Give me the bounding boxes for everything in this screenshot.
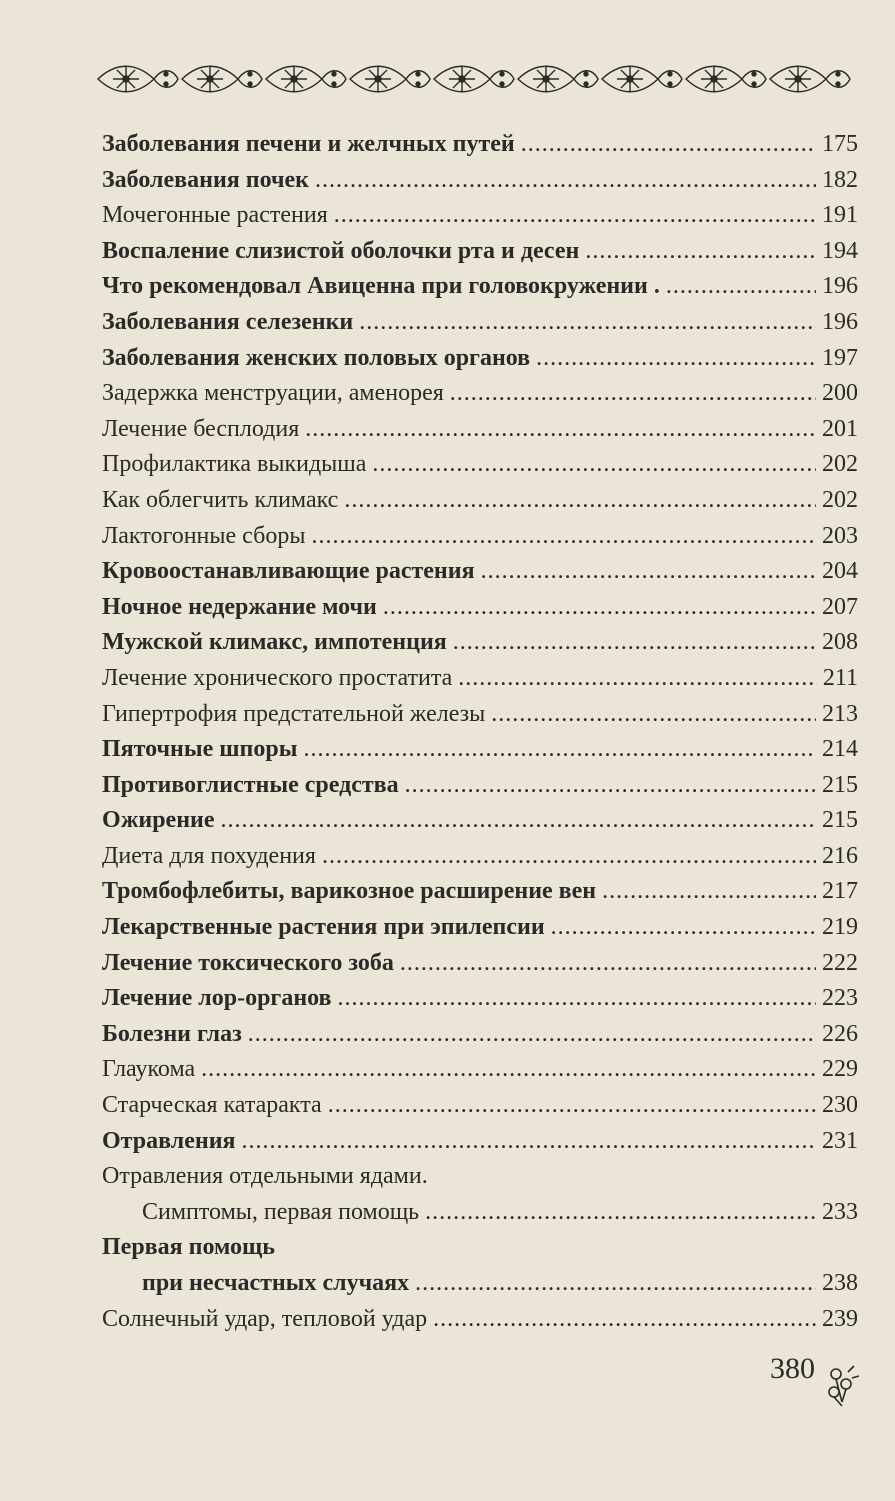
toc-entry-page: 196 <box>822 308 858 335</box>
toc-entry-title: Отравления отдельными ядами. <box>102 1163 428 1190</box>
toc-entry-page: 239 <box>822 1305 858 1332</box>
dot-leader <box>322 839 816 875</box>
dot-leader <box>450 376 816 412</box>
toc-entry-title: Что рекомендовал Авиценна при головокружении . <box>102 273 660 300</box>
toc-entry-title: Болезни глаз <box>102 1020 242 1047</box>
toc-entry <box>102 234 858 270</box>
toc-entry-title: Ночное недержание мочи <box>102 593 377 620</box>
dot-leader <box>303 732 816 768</box>
toc-entry-title: Кровоостанавливающие растения <box>102 558 475 585</box>
toc-entry-title: Заболевания селезенки <box>102 308 354 335</box>
dot-leader <box>242 1124 817 1160</box>
toc-entry-page: 231 <box>822 1127 858 1154</box>
toc-entry-title-continued: Симптомы, первая помощь <box>142 1198 420 1225</box>
toc-entry <box>102 127 858 163</box>
dot-leader <box>405 768 816 804</box>
toc-entry <box>102 305 858 341</box>
toc-entry-title: Как облегчить климакс <box>102 486 339 513</box>
toc-entry-page: 217 <box>822 878 858 905</box>
toc-entry-title: Лекарственные растения при эпилепсии <box>102 914 545 941</box>
toc-entry-title-continued: при несчастных случаях <box>142 1270 410 1296</box>
toc-entry-page: 214 <box>822 736 858 763</box>
dot-leader <box>425 1195 816 1231</box>
toc-entry-page: 223 <box>822 985 858 1012</box>
toc-entry-page: 175 <box>822 131 858 157</box>
toc-entry <box>102 1124 858 1160</box>
toc-entry-title: Заболевания печени и желчных путей <box>102 131 515 157</box>
toc-entry-page: 215 <box>822 771 858 798</box>
toc-entry-title: Лактогонные сборы <box>102 522 306 549</box>
toc-entry-title: Тромбофлебиты, варикозное расширение вен <box>102 878 597 905</box>
toc-entry-page: 215 <box>822 807 858 834</box>
toc-entry-page: 216 <box>822 842 858 869</box>
toc-entry-page: 202 <box>822 451 858 478</box>
toc-entry <box>102 981 858 1017</box>
toc-entry-title: Противоглистные средства <box>102 771 399 798</box>
dot-leader <box>328 1088 816 1124</box>
dot-leader <box>415 1266 816 1302</box>
toc-entry-title: Пяточные шпоры <box>102 736 298 763</box>
toc-entry-page: 208 <box>822 629 858 656</box>
toc-entry-title: Мочегонные растения <box>102 202 328 229</box>
toc-entry <box>102 1017 858 1053</box>
toc-entry-page: 204 <box>822 558 858 585</box>
dot-leader <box>383 590 816 626</box>
dot-leader <box>458 661 817 697</box>
dot-leader <box>221 803 817 839</box>
toc-entry-title: Мужской климакс, импотенция <box>102 629 447 656</box>
toc-entry-page: 213 <box>822 700 858 727</box>
toc-entry-title: Старческая катаракта <box>102 1092 322 1119</box>
toc-entry <box>102 625 858 661</box>
toc-entry <box>102 554 858 590</box>
toc-entry-page: 201 <box>822 415 858 442</box>
dot-leader <box>433 1302 816 1338</box>
toc-entry <box>102 1159 858 1230</box>
toc-entry-page: 207 <box>822 593 858 620</box>
toc-entry-page: 196 <box>822 273 858 300</box>
toc-entry <box>102 341 858 377</box>
toc-entry <box>102 1230 858 1301</box>
toc-entry-page: 194 <box>822 237 858 264</box>
floral-border-ornament <box>96 56 862 102</box>
toc-entry-title: Солнечный удар, тепловой удар <box>102 1305 428 1332</box>
dot-leader <box>248 1017 816 1053</box>
dot-leader <box>481 554 816 590</box>
toc-entry <box>102 519 858 555</box>
toc-entry-title: Диета для похудения <box>102 842 316 869</box>
dot-leader <box>491 697 816 733</box>
dot-leader <box>344 483 816 519</box>
toc-entry <box>102 910 858 946</box>
toc-entry <box>102 590 858 626</box>
toc-entry-page: 219 <box>822 914 858 941</box>
toc-entry <box>102 874 858 910</box>
toc-entry <box>102 1088 858 1124</box>
toc-entry <box>102 163 858 199</box>
dot-leader <box>305 412 816 448</box>
dot-leader <box>536 341 816 377</box>
toc-entry <box>102 839 858 875</box>
toc-entry-title: Лечение лор-органов <box>102 985 332 1012</box>
dot-leader <box>602 874 816 910</box>
toc-entry <box>102 946 858 982</box>
toc-entry <box>102 376 858 412</box>
toc-entry-title: Лечение токсического зоба <box>102 949 394 976</box>
dot-leader <box>315 163 816 199</box>
toc-entry-page: 230 <box>822 1092 858 1119</box>
dot-leader <box>585 234 816 270</box>
toc-entry-page: 182 <box>822 166 858 193</box>
toc-entry <box>102 697 858 733</box>
table-of-contents <box>102 127 858 1337</box>
toc-entry-title: Заболевания почек <box>102 166 309 193</box>
dot-leader <box>311 519 816 555</box>
toc-entry-page: 191 <box>822 202 858 229</box>
toc-entry <box>102 269 858 305</box>
toc-entry <box>102 1302 858 1338</box>
toc-entry-title: Глаукома <box>102 1056 196 1083</box>
dot-leader <box>338 981 816 1017</box>
toc-entry <box>102 732 858 768</box>
dot-leader <box>359 305 816 341</box>
toc-entry-page: 197 <box>822 344 858 371</box>
dot-leader <box>400 946 816 982</box>
toc-entry <box>102 412 858 448</box>
toc-entry-title: Задержка менструации, аменорея <box>102 380 444 407</box>
page-number: 380 <box>770 1352 815 1385</box>
toc-entry-title: Заболевания женских половых органов <box>102 344 531 371</box>
flower-ornament <box>822 1362 862 1412</box>
dot-leader <box>453 625 816 661</box>
toc-entry <box>102 661 858 697</box>
toc-entry-page: 238 <box>822 1270 858 1296</box>
dot-leader <box>666 269 816 305</box>
toc-entry-page: 202 <box>822 486 858 513</box>
toc-entry <box>102 198 858 234</box>
toc-entry-page: 229 <box>822 1056 858 1083</box>
toc-entry-title: Ожирение <box>102 807 215 834</box>
toc-entry-title: Первая помощь <box>102 1234 275 1261</box>
toc-entry-page: 226 <box>822 1020 858 1047</box>
toc-entry-page: 233 <box>822 1198 858 1225</box>
toc-entry <box>102 483 858 519</box>
toc-entry <box>102 768 858 804</box>
dot-leader <box>372 447 816 483</box>
toc-entry-title: Воспаление слизистой оболочки рта и десен <box>102 237 580 264</box>
toc-entry-title: Гипертрофия предстательной железы <box>102 700 486 727</box>
dot-leader <box>201 1052 816 1088</box>
toc-entry-title: Профилактика выкидыша <box>102 451 367 478</box>
toc-entry-title: Лечение бесплодия <box>102 415 300 442</box>
toc-entry-title: Отравления <box>102 1127 236 1154</box>
toc-entry-page: 222 <box>822 949 858 976</box>
dot-leader <box>521 127 816 163</box>
toc-entry-page: 200 <box>822 380 858 407</box>
toc-entry <box>102 1052 858 1088</box>
toc-entry <box>102 447 858 483</box>
toc-entry <box>102 803 858 839</box>
dot-leader <box>551 910 816 946</box>
toc-entry-page: 203 <box>822 522 858 549</box>
toc-entry-page: 211 <box>822 664 858 691</box>
toc-entry-title: Лечение хронического простатита <box>102 664 453 691</box>
dot-leader <box>334 198 816 234</box>
